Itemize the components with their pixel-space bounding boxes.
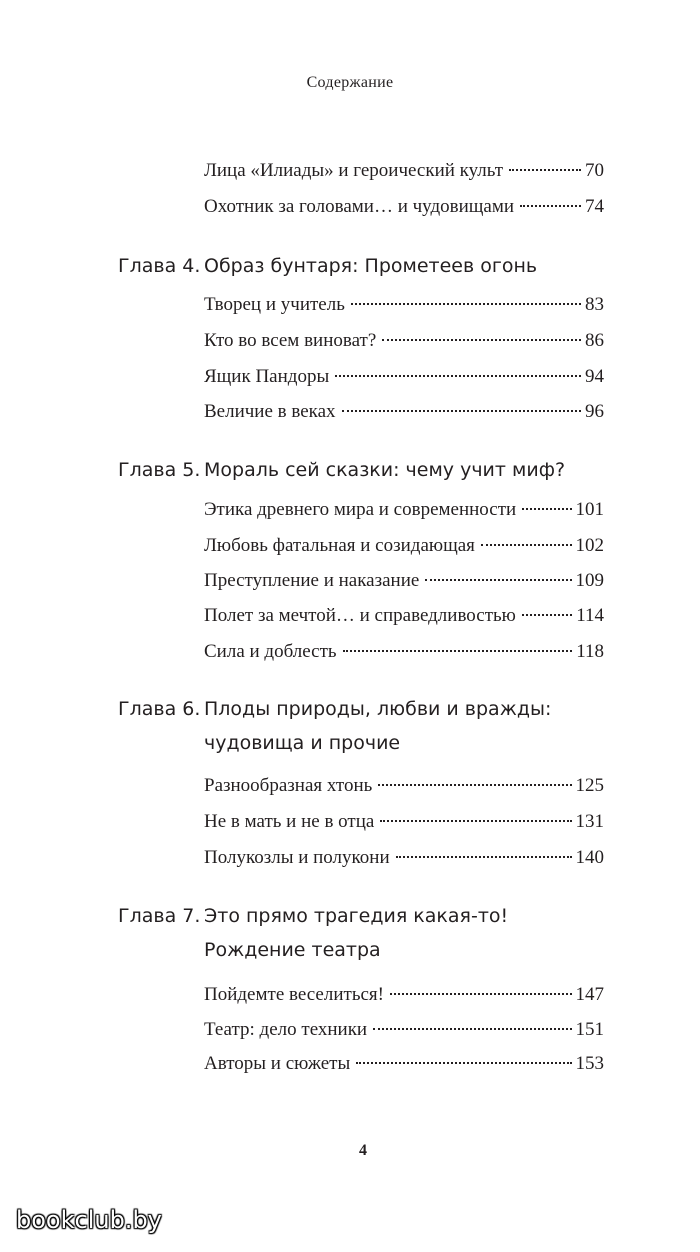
toc-entry — [204, 195, 604, 219]
dot-leader — [342, 410, 581, 412]
toc-entry-page: 118 — [576, 641, 604, 662]
chapter-label: Глава 5. — [118, 459, 201, 481]
dot-leader — [522, 614, 572, 616]
toc-entry-page: 94 — [585, 366, 604, 387]
toc-entry-page: 70 — [585, 160, 604, 181]
toc-entry-page: 74 — [585, 196, 604, 217]
dot-leader — [335, 375, 581, 377]
toc-entry — [204, 1018, 604, 1042]
toc-entry — [204, 604, 604, 628]
chapter-title: Мораль сей сказки: чему учит миф? — [204, 459, 566, 481]
toc-entry — [204, 569, 604, 593]
toc-entry — [204, 365, 604, 389]
dot-leader — [481, 544, 572, 546]
toc-entry-page: 131 — [575, 811, 604, 832]
toc-entry-title: Пойдемте веселиться! — [204, 984, 384, 1005]
toc-entry-page: 96 — [585, 401, 604, 422]
chapter-title: Образ бунтаря: Прометеев огонь — [204, 255, 538, 277]
toc-entry-title: Авторы и сюжеты — [204, 1053, 351, 1074]
dot-leader — [396, 856, 572, 858]
chapter-heading — [118, 458, 618, 482]
toc-entry-title: Разнообразная хтонь — [204, 775, 373, 796]
dot-leader — [373, 1028, 571, 1030]
toc-entry — [204, 498, 604, 522]
chapter-heading — [118, 904, 618, 962]
toc-entry — [204, 400, 604, 424]
toc-entry-page: 109 — [575, 570, 604, 591]
toc-entry — [204, 846, 604, 870]
dot-leader — [522, 508, 571, 510]
chapter-heading — [118, 697, 618, 755]
dot-leader — [390, 993, 572, 995]
toc-entry-page: 114 — [576, 605, 604, 626]
toc-entry-title: Театр: дело техники — [204, 1019, 368, 1040]
toc-entry — [204, 1052, 604, 1076]
toc-entry-page: 140 — [575, 847, 604, 868]
toc-entry-page: 102 — [575, 535, 604, 556]
watermark: bookclub.by — [16, 1206, 162, 1234]
toc-entry-title: Полет за мечтой… и справедливостью — [204, 605, 516, 626]
dot-leader — [343, 650, 573, 652]
page-number: 4 — [359, 1142, 367, 1159]
dot-leader — [378, 784, 571, 786]
toc-entry-title: Сила и доблесть — [204, 641, 337, 662]
toc-entry-title: Этика древнего мира и современности — [204, 499, 517, 520]
toc-entry-title: Величие в веках — [204, 401, 336, 422]
toc-entry-page: 86 — [585, 330, 604, 351]
toc-entry-title: Кто во всем виноват? — [204, 330, 377, 351]
chapter-label: Глава 6. — [118, 698, 201, 720]
toc-entry — [204, 774, 604, 798]
toc-entry — [204, 329, 604, 353]
toc-entry-page: 147 — [575, 984, 604, 1005]
toc-entry-page: 125 — [575, 775, 604, 796]
dot-leader — [509, 169, 581, 171]
toc-entry-page: 101 — [575, 499, 604, 520]
toc-entry-title: Преступление и наказание — [204, 570, 420, 591]
toc-entry-title: Лица «Илиады» и героический культ — [204, 160, 504, 181]
dot-leader — [520, 205, 581, 207]
toc-entry-page: 151 — [575, 1019, 604, 1040]
dot-leader — [351, 303, 581, 305]
toc-entry-title: Любовь фатальная и созидающая — [204, 535, 475, 556]
dot-leader — [382, 339, 581, 341]
chapter-title: Плоды природы, любви и вражды: чудовища и прочие — [204, 698, 552, 754]
toc-entry — [204, 534, 604, 558]
toc-entry-title: Полукозлы и полукони — [204, 847, 390, 868]
chapter-heading — [118, 254, 618, 278]
toc-entry — [204, 983, 604, 1007]
toc-entry — [204, 640, 604, 664]
dot-leader — [380, 820, 571, 822]
toc-entry — [204, 810, 604, 834]
toc-entry — [204, 293, 604, 317]
dot-leader — [356, 1062, 571, 1064]
toc-entry — [204, 159, 604, 183]
dot-leader — [425, 579, 571, 581]
page-header: Содержание — [306, 74, 394, 91]
toc-entry-title: Охотник за головами… и чудовищами — [204, 196, 515, 217]
toc-entry-page: 153 — [575, 1053, 604, 1074]
toc-entry-title: Творец и учитель — [204, 294, 345, 315]
chapter-title: Это прямо трагедия какая-то! Рождение театра — [204, 905, 509, 961]
toc-entry-page: 83 — [585, 294, 604, 315]
chapter-label: Глава 4. — [118, 255, 201, 277]
toc-entry-title: Ящик Пандоры — [204, 366, 330, 387]
toc-entry-title: Не в мать и не в отца — [204, 811, 375, 832]
chapter-label: Глава 7. — [118, 905, 201, 927]
